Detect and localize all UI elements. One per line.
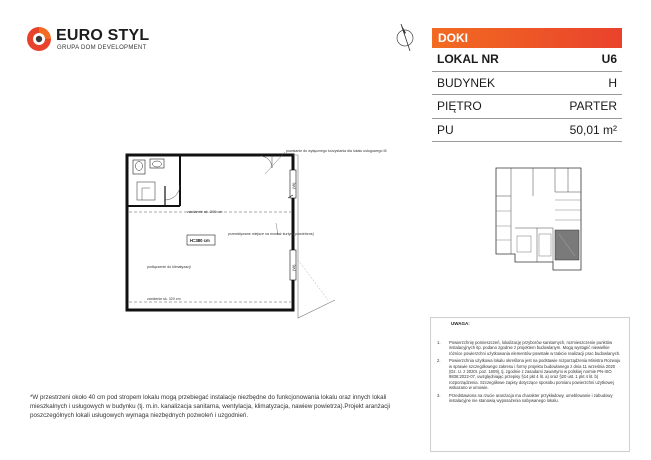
door-note-label: powstanie do wyłącznego korzystania dla lokalu usługowego I8 — [286, 149, 387, 153]
investment-name: DOKI — [432, 28, 622, 48]
ac-connection-note: podłączenie do klimatyzacji — [147, 265, 191, 269]
ceiling-height-label: zaniżenie sk. 260 cm — [187, 210, 223, 214]
note-item — [437, 393, 623, 404]
notes-title: UWAGA: — [451, 321, 470, 326]
note-text: Powierzchnię pomieszczeń, lokalizację przyborów sanitarnych, rozmieszczenie punktów instalacyjnych itp. podano zgodnie z projektem budowlanym. Mogą wystąpić niewielkie różnice powierzchni użytkowania elementów powstałe w trakcie realizacji prac budowlanych. — [449, 340, 621, 356]
info-row-building — [432, 72, 622, 96]
info-value: H — [608, 75, 617, 90]
north-compass-icon — [392, 22, 418, 52]
note-number: 1. — [437, 340, 441, 345]
note-item — [437, 340, 623, 356]
brand-logo — [26, 24, 156, 56]
note-number: 2. — [437, 358, 441, 364]
logo-mark-icon — [26, 26, 52, 52]
info-label: PU — [437, 122, 454, 137]
door-tag: (W) — [291, 182, 296, 189]
note-number: 3. — [437, 392, 441, 398]
notes-box — [430, 317, 630, 452]
building-location-plan — [493, 166, 585, 276]
ceiling-height-label: zaniżenie sk. 320 cm — [147, 297, 181, 301]
info-label: LOKAL NR — [437, 52, 499, 67]
info-value: PARTER — [569, 99, 617, 114]
note-text: Przedstawiona na rzucie aranżacja ma charakter przykładowy, umeblowanie i zabudowy instalacyjne nie stanowią wyposażenia nabywanego lokalu. — [449, 392, 613, 404]
note-text: Powierzchnia użytkowa lokalu określona jest na podstawie rozporządzenia Ministra Rozwoju w sprawie szczegółowego zakresu i formy projektu budowlanego z dnia 11 września 2020 (Dz. U. z 2020r. poz. 1609), tj. zgodnie z zasadami zawartymi w polskiej normie PN-ISO 9836:2022-07, uwzględniając przepisy §14 pkt 4 lit. a) oraz §20 ust. 1 pkt 4 lit. b) rozporządzenia. Szczegółowe zapisy dotyczące sposobu pomiaru powierzchni użytkowej wskazano w umowie. — [449, 358, 621, 391]
unit-floor-plan — [110, 140, 387, 325]
info-row-unit — [432, 48, 622, 72]
info-value: U6 — [601, 52, 617, 67]
info-row-floor — [432, 95, 622, 119]
unit-info-table — [432, 28, 622, 142]
door-tag: (W) — [291, 264, 296, 271]
info-value: 50,01 m² — [569, 122, 617, 137]
footnote: *W przestrzeni około 40 cm pod stropem lokalu mogą przebiegać instalacje niezbędne do funkcjonowania lokalu oraz innych lokali mieszkalnych i usługowych w budynku (tj. m.in. kanalizacja sanitarna, wentylacja, klimatyzacja, nawiew powietrza).Projekt aranżacji poszczególnych lokali usługowych wymaga niezbędnych pozwoleń i uzgodnień. — [30, 394, 391, 419]
room-height-label: H=380 cm — [190, 238, 210, 243]
brand-subtitle: GRUPA DOM DEVELOPMENT — [57, 45, 147, 51]
air-curtain-note: przewidywane miejsce na montaż kurtyny powietrznej — [228, 232, 314, 236]
info-label: BUDYNEK — [437, 75, 496, 90]
info-label: PIĘTRO — [437, 99, 482, 114]
info-row-area — [432, 119, 622, 143]
note-item — [437, 358, 623, 390]
brand-name: EURO STYL — [56, 27, 150, 44]
